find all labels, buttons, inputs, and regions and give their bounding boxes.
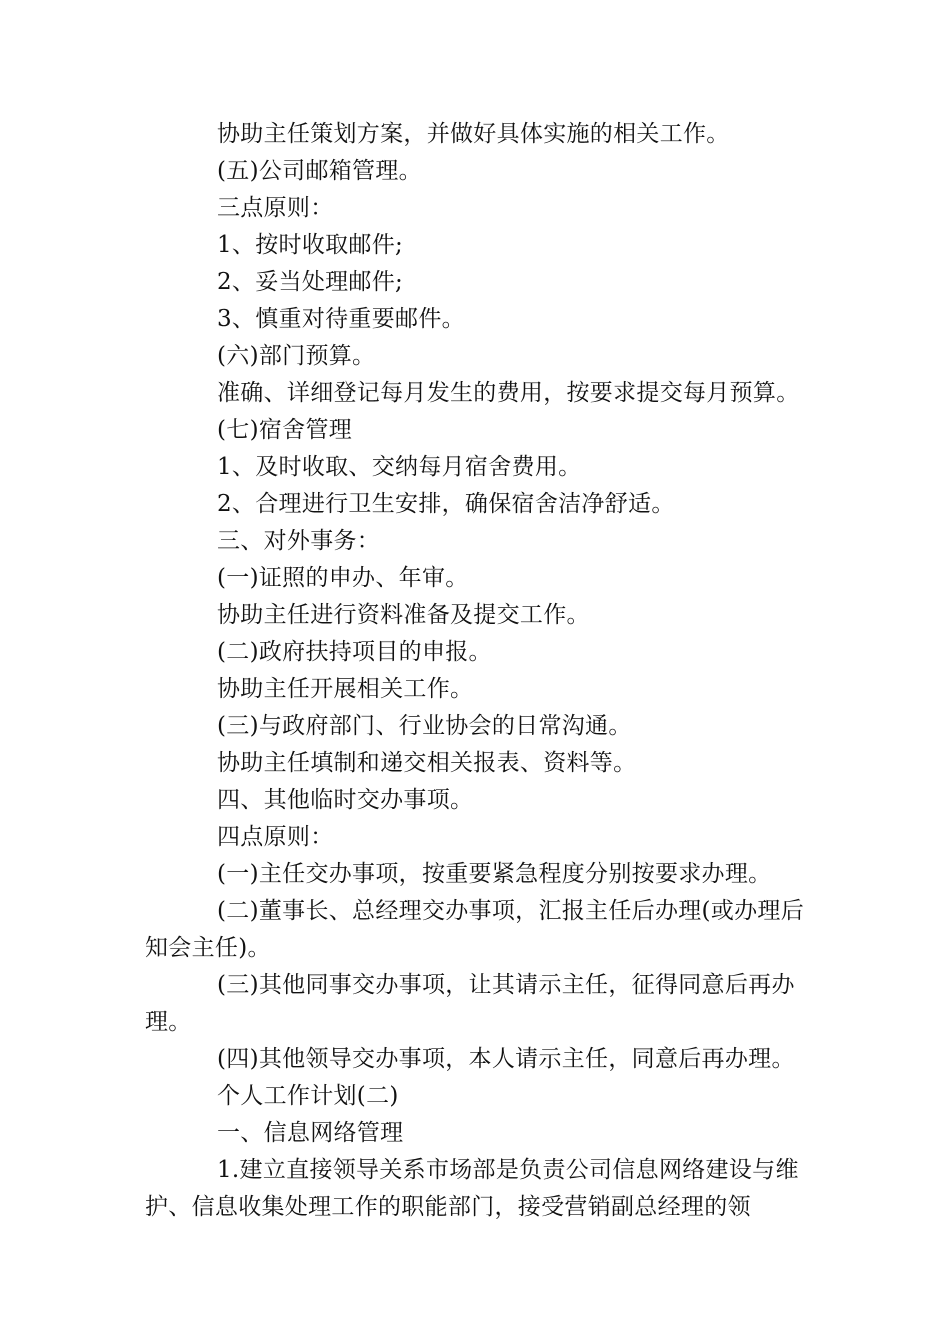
paragraph: 四点原则： xyxy=(217,824,334,850)
paragraph: 2、合理进行卫生安排，确保宿舍洁净舒适。 xyxy=(217,491,675,517)
paragraph: (七)宿舍管理 xyxy=(217,417,353,443)
paragraph: 3、慎重对待重要邮件。 xyxy=(217,306,465,332)
paragraph: 1、按时收取邮件; xyxy=(217,232,404,258)
paragraph: (六)部门预算。 xyxy=(217,343,376,369)
paragraph: (五)公司邮箱管理。 xyxy=(217,158,422,184)
paragraph: 协助主任填制和递交相关报表、资料等。 xyxy=(217,750,637,776)
paragraph: (二)政府扶持项目的申报。 xyxy=(217,639,492,665)
paragraph: 一、信息网络管理 xyxy=(217,1120,404,1146)
document-body xyxy=(145,116,810,1226)
paragraph: 准确、详细登记每月发生的费用，按要求提交每月预算。 xyxy=(217,380,800,406)
paragraph: (一)证照的申办、年审。 xyxy=(217,565,469,591)
paragraph: 四、其他临时交办事项。 xyxy=(217,787,474,813)
paragraph: (四)其他领导交办事项，本人请示主任，同意后再办理。 xyxy=(217,1046,795,1072)
paragraph: 2、妥当处理邮件; xyxy=(217,269,404,295)
paragraph: 1、及时收取、交纳每月宿舍费用。 xyxy=(217,454,582,480)
paragraph: 三、对外事务： xyxy=(217,528,381,554)
paragraph: (三)与政府部门、行业协会的日常沟通。 xyxy=(217,713,632,739)
paragraph: (三)其他同事交办事项，让其请示主任，征得同意后再办理。 xyxy=(145,972,795,1035)
paragraph: 1.建立直接领导关系市场部是负责公司信息网络建设与维护、信息收集处理工作的职能部门，接受营销副总经理的领 xyxy=(145,1157,799,1220)
section-heading: 个人工作计划(二) xyxy=(217,1083,399,1109)
paragraph: (一)主任交办事项，按重要紧急程度分别按要求办理。 xyxy=(217,861,772,887)
paragraph: 协助主任策划方案，并做好具体实施的相关工作。 xyxy=(217,121,730,147)
paragraph: 协助主任进行资料准备及提交工作。 xyxy=(217,602,590,628)
paragraph: (二)董事长、总经理交办事项，汇报主任后办理(或办理后知会主任)。 xyxy=(145,898,805,961)
paragraph: 协助主任开展相关工作。 xyxy=(217,676,474,702)
paragraph: 三点原则： xyxy=(217,195,334,221)
